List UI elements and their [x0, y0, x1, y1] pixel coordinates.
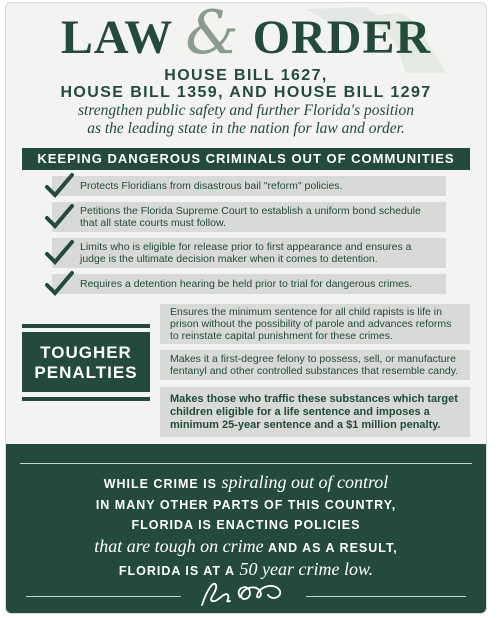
- footer-text: 50 year crime low.: [239, 559, 374, 579]
- footer-line-2: IN MANY OTHER PARTS OF THIS COUNTRY,: [95, 498, 397, 512]
- subtitle-line-1: strengthen public safety and further Florida's position: [78, 102, 414, 119]
- subtitle: [6, 102, 486, 138]
- list-item-text: Protects Floridians from disastrous bail "reform" policies.: [80, 180, 343, 192]
- footer-text: FLORIDA IS AT A: [118, 564, 236, 578]
- signature-icon: [194, 577, 294, 609]
- page-title: [6, 2, 486, 68]
- list-item: [160, 304, 470, 344]
- footer-text: WHILE CRIME IS: [103, 477, 217, 491]
- list-item: [52, 238, 446, 268]
- subtitle-line-2: as the leading state in the nation for law and order.: [87, 120, 405, 137]
- checkmark-icon: [44, 240, 74, 266]
- list-item-text: Petitions the Florida Supreme Court to establish a uniform bond schedule that all state courts must follow.: [80, 205, 421, 229]
- divider: [22, 397, 150, 401]
- footer-text: AND AS A RESULT,: [268, 541, 398, 555]
- divider: [22, 324, 150, 328]
- section-heading-tougher-penalties: [22, 332, 150, 392]
- divider: [20, 463, 472, 464]
- heading-line-2: PENALTIES: [34, 363, 138, 382]
- footer-line-1: [6, 469, 486, 497]
- footer-text: that are tough on crime: [94, 536, 264, 556]
- heading-line-1: TOUGHER: [40, 343, 132, 362]
- checkmark-icon: [44, 204, 74, 230]
- divider: [26, 596, 181, 597]
- list-item: [52, 274, 446, 294]
- flyer: [5, 2, 487, 614]
- list-item: [160, 387, 470, 437]
- footer-text: spiraling out of control: [221, 472, 389, 492]
- section-heading-dangerous-criminals: KEEPING DANGEROUS CRIMINALS OUT OF COMMUNITIES: [22, 148, 470, 170]
- list-item-text: Limits who is eligible for release prior to first appearance and ensures a judge is the ultimate decision maker when it comes to detention.: [80, 241, 412, 265]
- title-ampersand: &: [185, 2, 240, 68]
- footer-line-3: FLORIDA IS ENACTING POLICIES: [131, 518, 361, 532]
- title-order: ORDER: [252, 11, 432, 64]
- checkmark-icon: [44, 173, 74, 199]
- list-item-text: Ensures the minimum sentence for all child rapists is life in prison without the possibility of parole and advances reforms to reinstate capital punishment for these crimes.: [170, 306, 452, 342]
- bills-line-2: HOUSE BILL 1359, AND HOUSE BILL 1297: [60, 84, 432, 101]
- list-item-text: Makes those who traffic these substances which target children eligible for a life sentence and imposes a minimum 25-year sentence and a $1 million penalty.: [170, 392, 458, 431]
- checkmark-icon: [44, 271, 74, 297]
- title-law: LAW: [60, 11, 173, 64]
- list-item-text: Makes it a first-degree felony to possess, sell, or manufacture fentanyl and other controlled substances that resemble candy.: [170, 353, 459, 377]
- list-item: [52, 176, 446, 196]
- bills-line-1: HOUSE BILL 1627,: [164, 67, 328, 84]
- list-item: [160, 350, 470, 380]
- list-item: [52, 202, 446, 232]
- divider: [306, 596, 466, 597]
- list-item-text: Requires a detention hearing be held prior to trial for dangerous crimes.: [80, 278, 413, 290]
